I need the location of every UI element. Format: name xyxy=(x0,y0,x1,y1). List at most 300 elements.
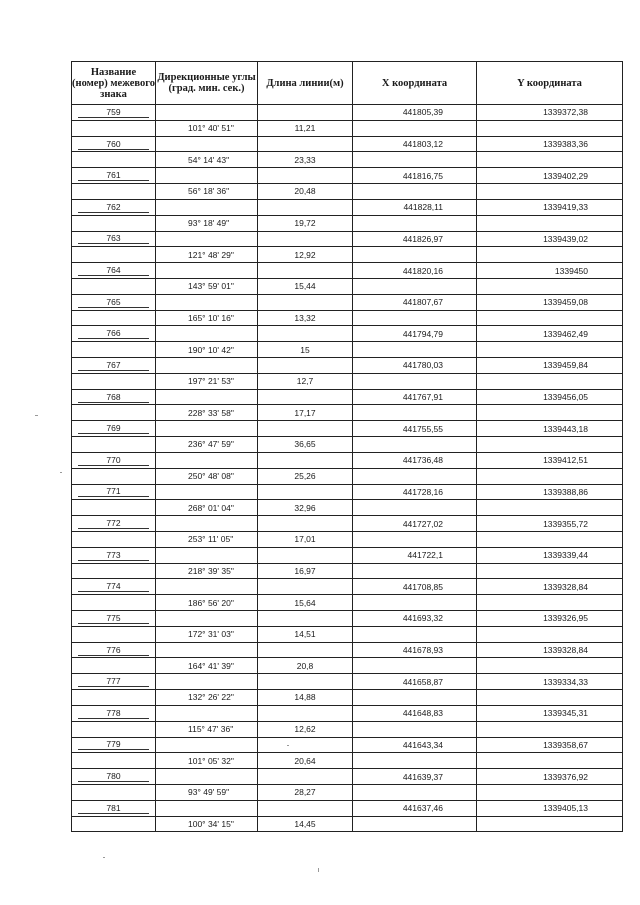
table-row xyxy=(72,753,623,769)
x-coordinate-cell xyxy=(353,199,477,215)
line-length-cell-value: 20,8 xyxy=(296,660,314,671)
empty-cell xyxy=(353,152,477,168)
empty-cell xyxy=(258,674,353,690)
empty-cell xyxy=(156,358,258,374)
line-length-cell-value: 19,72 xyxy=(294,218,316,229)
table-row xyxy=(72,484,623,500)
x-coordinate-cell xyxy=(353,263,477,279)
line-length-cell-value: 23,33 xyxy=(294,154,316,165)
empty-cell xyxy=(477,595,623,611)
line-length-cell-value: 32,96 xyxy=(294,502,316,513)
line-length-cell-value: 15,64 xyxy=(294,597,316,608)
point-name-cell-value: 772 xyxy=(78,518,149,529)
x-coordinate-cell-value: 441658,87 xyxy=(402,676,443,687)
empty-cell xyxy=(72,500,156,516)
empty-cell xyxy=(353,247,477,263)
table-row xyxy=(72,342,623,358)
x-coordinate-cell xyxy=(353,358,477,374)
x-coordinate-cell xyxy=(353,579,477,595)
empty-cell xyxy=(353,690,477,706)
line-length-cell xyxy=(258,721,353,737)
line-length-cell-value: 13,32 xyxy=(294,312,316,323)
y-coordinate-cell xyxy=(477,294,623,310)
empty-cell xyxy=(72,342,156,358)
y-coordinate-cell-value: 1339459,84 xyxy=(543,360,588,371)
empty-cell xyxy=(72,468,156,484)
y-coordinate-cell-value: 1339462,49 xyxy=(543,328,588,339)
table-row xyxy=(72,389,623,405)
point-name-cell xyxy=(72,484,156,500)
empty-cell xyxy=(477,405,623,421)
y-coordinate-cell xyxy=(477,611,623,627)
point-name-cell xyxy=(72,452,156,468)
line-length-cell xyxy=(258,184,353,200)
line-length-cell-value: 28,27 xyxy=(294,787,316,798)
point-name-cell-value: 767 xyxy=(78,360,149,371)
direction-angle-value: 250° 48' 08" xyxy=(188,471,234,482)
empty-cell xyxy=(72,247,156,263)
empty-cell xyxy=(72,120,156,136)
scan-speck xyxy=(103,857,105,858)
line-length-cell-value: 17,01 xyxy=(294,534,316,545)
x-coordinate-cell xyxy=(353,326,477,342)
y-coordinate-cell-value: 1339328,84 xyxy=(543,645,588,656)
x-coordinate-cell-value: 441728,16 xyxy=(402,486,443,497)
empty-cell xyxy=(353,816,477,832)
y-coordinate-cell xyxy=(477,547,623,563)
table-row xyxy=(72,184,623,200)
point-name-cell-value: 760 xyxy=(78,139,149,150)
point-name-cell xyxy=(72,294,156,310)
direction-angle-value: 93° 18' 49" xyxy=(188,218,230,229)
point-name-cell xyxy=(72,674,156,690)
direction-angle-cell xyxy=(156,437,258,453)
direction-angle-value: 165° 10' 16" xyxy=(188,312,234,323)
empty-cell xyxy=(156,421,258,437)
x-coordinate-cell xyxy=(353,294,477,310)
point-name-cell-value: 773 xyxy=(78,550,149,561)
table-row xyxy=(72,816,623,832)
direction-angle-value: 101° 40' 51" xyxy=(188,123,234,134)
empty-cell xyxy=(156,168,258,184)
y-coordinate-cell xyxy=(477,674,623,690)
point-name-cell xyxy=(72,263,156,279)
point-name-cell xyxy=(72,737,156,753)
empty-cell xyxy=(156,452,258,468)
point-name-cell xyxy=(72,231,156,247)
table-row xyxy=(72,326,623,342)
empty-cell xyxy=(258,136,353,152)
y-coordinate-cell-value: 1339358,67 xyxy=(543,739,588,750)
table-row xyxy=(72,674,623,690)
table-row xyxy=(72,152,623,168)
y-coordinate-cell-value: 1339345,31 xyxy=(543,708,588,719)
y-coordinate-cell xyxy=(477,452,623,468)
table-row xyxy=(72,690,623,706)
y-coordinate-cell xyxy=(477,231,623,247)
empty-cell xyxy=(353,405,477,421)
empty-cell xyxy=(258,579,353,595)
point-name-cell-value: 777 xyxy=(78,676,149,687)
y-coordinate-cell xyxy=(477,136,623,152)
table-row xyxy=(72,658,623,674)
empty-cell xyxy=(258,737,353,753)
line-length-cell xyxy=(258,626,353,642)
empty-cell xyxy=(258,705,353,721)
x-coordinate-cell xyxy=(353,231,477,247)
line-length-cell-value: 14,51 xyxy=(294,629,316,640)
y-coordinate-cell xyxy=(477,800,623,816)
point-name-cell-value: 769 xyxy=(78,423,149,434)
y-coordinate-cell-value: 1339372,38 xyxy=(543,107,588,118)
x-coordinate-cell-value: 441820,16 xyxy=(402,265,443,276)
x-coordinate-cell xyxy=(353,769,477,785)
empty-cell xyxy=(477,184,623,200)
table-row xyxy=(72,611,623,627)
point-name-cell-value: 759 xyxy=(78,107,149,118)
empty-cell xyxy=(353,342,477,358)
empty-cell xyxy=(353,531,477,547)
y-coordinate-cell xyxy=(477,389,623,405)
empty-cell xyxy=(353,215,477,231)
x-coordinate-cell-value: 441826,97 xyxy=(402,233,443,244)
line-length-cell xyxy=(258,784,353,800)
direction-angle-value: 115° 47' 36" xyxy=(188,724,234,735)
x-coordinate-cell xyxy=(353,737,477,753)
empty-cell xyxy=(353,500,477,516)
empty-cell xyxy=(477,437,623,453)
x-coordinate-cell xyxy=(353,389,477,405)
line-length-cell-value: 17,17 xyxy=(294,407,316,418)
empty-cell xyxy=(156,547,258,563)
header-y-coordinate: Y координата xyxy=(477,62,623,105)
direction-angle-cell xyxy=(156,184,258,200)
empty-cell xyxy=(72,563,156,579)
empty-cell xyxy=(72,816,156,832)
line-length-cell-value: 11,21 xyxy=(294,123,316,134)
table-row xyxy=(72,247,623,263)
empty-cell xyxy=(156,326,258,342)
direction-angle-cell xyxy=(156,278,258,294)
direction-angle-value: 218° 39' 35" xyxy=(188,565,234,576)
empty-cell xyxy=(156,674,258,690)
point-name-cell xyxy=(72,611,156,627)
line-length-cell-value: 14,45 xyxy=(294,818,316,829)
direction-angle-cell xyxy=(156,152,258,168)
point-name-cell xyxy=(72,421,156,437)
x-coordinate-cell-value: 441736,48 xyxy=(402,455,443,466)
table-row xyxy=(72,215,623,231)
table-row xyxy=(72,500,623,516)
point-name-cell-value: 776 xyxy=(78,645,149,656)
table-row xyxy=(72,231,623,247)
table-row xyxy=(72,769,623,785)
x-coordinate-cell xyxy=(353,136,477,152)
point-name-cell-value: 770 xyxy=(78,455,149,466)
table-body xyxy=(72,105,623,832)
empty-cell xyxy=(156,769,258,785)
empty-cell xyxy=(156,136,258,152)
empty-cell xyxy=(477,120,623,136)
point-name-cell-value: 768 xyxy=(78,392,149,403)
table-row xyxy=(72,531,623,547)
table-row xyxy=(72,278,623,294)
direction-angle-cell xyxy=(156,342,258,358)
y-coordinate-cell-value: 1339405,13 xyxy=(543,803,588,814)
empty-cell xyxy=(156,737,258,753)
direction-angle-cell xyxy=(156,690,258,706)
empty-cell xyxy=(156,516,258,532)
direction-angle-value: 101° 05' 32" xyxy=(188,755,234,766)
empty-cell xyxy=(477,310,623,326)
direction-angle-value: 93° 49' 59" xyxy=(188,787,230,798)
x-coordinate-cell-value: 441643,34 xyxy=(402,739,443,750)
empty-cell xyxy=(72,310,156,326)
scan-speck xyxy=(35,415,38,416)
table-row xyxy=(72,405,623,421)
y-coordinate-cell-value: 1339383,36 xyxy=(543,139,588,150)
x-coordinate-cell xyxy=(353,705,477,721)
table-row xyxy=(72,705,623,721)
point-name-cell xyxy=(72,516,156,532)
empty-cell xyxy=(258,516,353,532)
line-length-cell-value: 36,65 xyxy=(294,439,316,450)
empty-cell xyxy=(258,421,353,437)
table-row xyxy=(72,563,623,579)
line-length-cell-value: 20,64 xyxy=(294,755,316,766)
empty-cell xyxy=(477,721,623,737)
table-row xyxy=(72,105,623,121)
table-row xyxy=(72,642,623,658)
x-coordinate-cell xyxy=(353,484,477,500)
y-coordinate-cell xyxy=(477,326,623,342)
empty-cell xyxy=(258,642,353,658)
table-row xyxy=(72,468,623,484)
x-coordinate-cell xyxy=(353,547,477,563)
line-length-cell xyxy=(258,437,353,453)
table-row xyxy=(72,547,623,563)
y-coordinate-cell-value: 1339419,33 xyxy=(543,202,588,213)
direction-angle-value: 132° 26' 22" xyxy=(188,692,234,703)
empty-cell xyxy=(156,484,258,500)
empty-cell xyxy=(477,278,623,294)
empty-cell xyxy=(258,800,353,816)
empty-cell xyxy=(72,753,156,769)
empty-cell xyxy=(258,105,353,121)
table-row xyxy=(72,452,623,468)
table-row xyxy=(72,421,623,437)
point-name-cell-value: 774 xyxy=(78,581,149,592)
empty-cell xyxy=(72,658,156,674)
point-name-cell xyxy=(72,389,156,405)
empty-cell xyxy=(353,437,477,453)
empty-cell xyxy=(477,468,623,484)
y-coordinate-cell-value: 1339355,72 xyxy=(543,518,588,529)
empty-cell xyxy=(72,373,156,389)
line-length-cell xyxy=(258,310,353,326)
direction-angle-cell xyxy=(156,816,258,832)
empty-cell xyxy=(353,563,477,579)
empty-cell xyxy=(258,484,353,500)
line-length-cell-value: 15,44 xyxy=(294,281,316,292)
empty-cell xyxy=(353,184,477,200)
direction-angle-value: 143° 59' 01" xyxy=(188,281,234,292)
table-row xyxy=(72,784,623,800)
empty-cell xyxy=(477,342,623,358)
y-coordinate-cell-value: 1339412,51 xyxy=(543,455,588,466)
empty-cell xyxy=(477,784,623,800)
y-coordinate-cell xyxy=(477,769,623,785)
line-length-cell xyxy=(258,531,353,547)
direction-angle-cell xyxy=(156,658,258,674)
y-coordinate-cell-value: 1339388,86 xyxy=(543,486,588,497)
line-length-cell xyxy=(258,405,353,421)
empty-cell xyxy=(72,626,156,642)
table-row xyxy=(72,120,623,136)
line-length-cell xyxy=(258,753,353,769)
y-coordinate-cell xyxy=(477,516,623,532)
line-length-cell xyxy=(258,816,353,832)
y-coordinate-cell-value: 1339439,02 xyxy=(543,233,588,244)
empty-cell xyxy=(258,547,353,563)
empty-cell xyxy=(258,452,353,468)
direction-angle-value: 186° 56' 20" xyxy=(188,597,234,608)
direction-angle-cell xyxy=(156,120,258,136)
direction-angle-cell xyxy=(156,626,258,642)
empty-cell xyxy=(258,611,353,627)
direction-angle-cell xyxy=(156,373,258,389)
empty-cell xyxy=(72,437,156,453)
line-length-cell xyxy=(258,278,353,294)
point-name-cell-value: 761 xyxy=(78,170,149,181)
empty-cell xyxy=(156,263,258,279)
direction-angle-cell xyxy=(156,531,258,547)
x-coordinate-cell-value: 441807,67 xyxy=(402,297,443,308)
empty-cell xyxy=(477,690,623,706)
y-coordinate-cell xyxy=(477,705,623,721)
line-length-cell-value: 20,48 xyxy=(294,186,316,197)
empty-cell xyxy=(156,705,258,721)
header-direction-angle: Дирекционные углы (град. мин. сек.) xyxy=(156,62,258,105)
direction-angle-cell xyxy=(156,595,258,611)
point-name-cell xyxy=(72,105,156,121)
y-coordinate-cell xyxy=(477,484,623,500)
point-name-cell xyxy=(72,136,156,152)
scan-speck xyxy=(318,868,319,872)
line-length-cell-value: 14,88 xyxy=(294,692,316,703)
table-row xyxy=(72,721,623,737)
empty-cell xyxy=(156,389,258,405)
line-length-cell xyxy=(258,690,353,706)
line-length-cell xyxy=(258,152,353,168)
direction-angle-cell xyxy=(156,247,258,263)
empty-cell xyxy=(353,278,477,294)
x-coordinate-cell xyxy=(353,642,477,658)
line-length-cell-value: 12,62 xyxy=(294,724,316,735)
empty-cell xyxy=(477,531,623,547)
point-name-cell xyxy=(72,326,156,342)
table-row xyxy=(72,199,623,215)
x-coordinate-cell-value: 441648,83 xyxy=(402,708,443,719)
x-coordinate-cell-value: 441722,1 xyxy=(407,550,443,561)
empty-cell xyxy=(72,595,156,611)
empty-cell xyxy=(258,358,353,374)
x-coordinate-cell-value: 441708,85 xyxy=(402,581,443,592)
y-coordinate-cell xyxy=(477,737,623,753)
empty-cell xyxy=(353,595,477,611)
point-name-cell xyxy=(72,358,156,374)
point-name-cell xyxy=(72,199,156,215)
point-name-cell-value: 778 xyxy=(78,708,149,719)
direction-angle-value: 56° 18' 36" xyxy=(188,186,230,197)
line-length-cell xyxy=(258,595,353,611)
y-coordinate-cell xyxy=(477,642,623,658)
point-name-cell-value: 775 xyxy=(78,613,149,624)
empty-cell xyxy=(156,294,258,310)
empty-cell xyxy=(353,753,477,769)
x-coordinate-cell xyxy=(353,168,477,184)
direction-angle-value: 253° 11' 05" xyxy=(188,534,234,545)
empty-cell xyxy=(477,658,623,674)
point-name-cell-value: 765 xyxy=(78,297,149,308)
header-point-name: Название (номер) межевого знака xyxy=(72,62,156,105)
y-coordinate-cell-value: 1339450 xyxy=(554,265,588,276)
direction-angle-cell xyxy=(156,721,258,737)
empty-cell xyxy=(477,215,623,231)
x-coordinate-cell-value: 441678,93 xyxy=(402,645,443,656)
point-name-cell xyxy=(72,642,156,658)
scan-speck xyxy=(287,745,289,746)
empty-cell xyxy=(477,500,623,516)
empty-cell xyxy=(258,389,353,405)
x-coordinate-cell-value: 441794,79 xyxy=(402,328,443,339)
direction-angle-value: 236° 47' 59" xyxy=(188,439,234,450)
x-coordinate-cell-value: 441637,46 xyxy=(402,803,443,814)
direction-angle-value: 190° 10' 42" xyxy=(188,344,234,355)
direction-angle-value: 164° 41' 39" xyxy=(188,660,234,671)
y-coordinate-cell-value: 1339334,33 xyxy=(543,676,588,687)
y-coordinate-cell-value: 1339339,44 xyxy=(543,550,588,561)
y-coordinate-cell-value: 1339402,29 xyxy=(543,170,588,181)
empty-cell xyxy=(72,184,156,200)
line-length-cell-value: 15 xyxy=(300,344,310,355)
empty-cell xyxy=(477,816,623,832)
line-length-cell xyxy=(258,658,353,674)
empty-cell xyxy=(353,120,477,136)
x-coordinate-cell-value: 441727,02 xyxy=(402,518,443,529)
y-coordinate-cell xyxy=(477,421,623,437)
direction-angle-value: 172° 31' 03" xyxy=(188,629,234,640)
line-length-cell xyxy=(258,468,353,484)
empty-cell xyxy=(258,263,353,279)
empty-cell xyxy=(156,642,258,658)
table-row xyxy=(72,263,623,279)
table-row xyxy=(72,579,623,595)
empty-cell xyxy=(477,753,623,769)
point-name-cell xyxy=(72,579,156,595)
line-length-cell xyxy=(258,563,353,579)
point-name-cell-value: 781 xyxy=(78,803,149,814)
empty-cell xyxy=(477,563,623,579)
line-length-cell xyxy=(258,373,353,389)
direction-angle-cell xyxy=(156,784,258,800)
table-row xyxy=(72,168,623,184)
empty-cell xyxy=(156,611,258,627)
line-length-cell xyxy=(258,500,353,516)
line-length-cell-value: 25,26 xyxy=(294,471,316,482)
empty-cell xyxy=(353,658,477,674)
table-row xyxy=(72,136,623,152)
